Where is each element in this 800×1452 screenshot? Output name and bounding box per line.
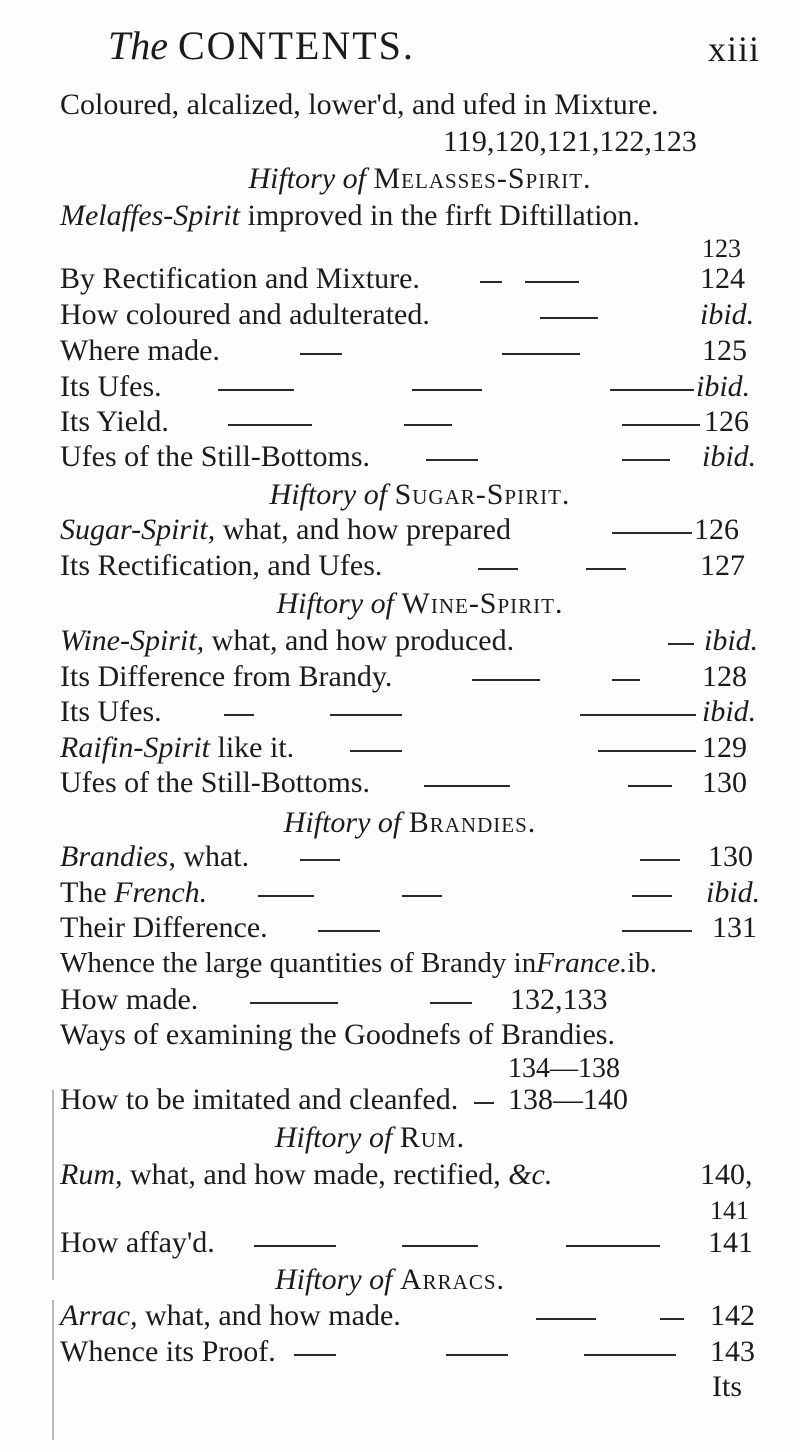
entry-ways-examining: Ways of examining the Goodnefs of Brandies.: [60, 1018, 615, 1051]
running-head-title: CONTENTS.: [178, 23, 415, 68]
entry-sugar-rectification-page: 127: [700, 549, 745, 582]
entry-wine-still-bottoms-page: 130: [702, 766, 747, 799]
entry-coloured-pages: 119,120,121,122,123: [443, 125, 697, 158]
entry-french: The French.: [60, 876, 208, 909]
entry-wine-ufes: Its Ufes.: [60, 695, 162, 728]
section-heading-arracs: Hiftory of Arracs.: [274, 1263, 506, 1296]
entry-rum-what-page: 140,: [700, 1158, 753, 1191]
entry-their-difference: Their Difference.: [60, 911, 268, 944]
entry-its-ufes-page: ibid.: [696, 370, 751, 403]
entry-brandies-what-page: 130: [708, 840, 753, 873]
entry-coloured-adulterated: How coloured and adulterated.: [60, 298, 430, 331]
running-head-article: The: [108, 23, 168, 68]
entry-melasses-improved-page: 123: [702, 234, 741, 263]
entry-coloured: Coloured, alcalized, lower'd, and ufed in Mixture.: [60, 88, 659, 121]
entry-rum-what: Rum, what, and how made, rectified, &c.: [60, 1158, 553, 1191]
entry-how-affayd: How affay'd.: [60, 1226, 215, 1259]
entry-whence-proof: Whence its Proof.: [60, 1335, 276, 1368]
entry-where-made-page: 125: [702, 334, 747, 367]
entry-wine-still-bottoms: Ufes of the Still-Bottoms.: [60, 766, 370, 799]
entry-raifin-spirit-page: 129: [702, 731, 747, 764]
entry-raifin-spirit: Raifin-Spirit like it.: [60, 731, 295, 764]
entry-their-difference-page: 131: [712, 911, 757, 944]
running-head: [108, 22, 415, 69]
entry-wine-spirit: Wine-Spirit, what, and how produced.: [60, 624, 515, 657]
entry-its-yield: Its Yield.: [60, 405, 169, 438]
entry-ways-examining-pages: 134—138: [508, 1053, 620, 1084]
entry-sugar-spirit: Sugar-Spirit, what, and how prepared: [60, 513, 511, 546]
entry-how-made-pages: 132,133: [510, 983, 608, 1016]
page-number: xiii: [708, 29, 761, 69]
section-heading-sugar: Hiftory of Sugar-Spirit.: [269, 478, 571, 511]
entry-coloured-adulterated-page: ibid.: [700, 298, 755, 331]
entry-how-made: How made.: [60, 983, 199, 1016]
entry-wine-ufes-page: ibid.: [702, 695, 757, 728]
entry-arrac-what: Arrac, what, and how made.: [60, 1299, 401, 1332]
entry-its-ufes: Its Ufes.: [60, 370, 162, 403]
entry-rectification-mixture: By Rectification and Mixture.: [60, 262, 420, 295]
entry-large-quantities: Whence the large quantities of Brandy inFrance.ib.: [60, 947, 658, 979]
margin-shadow: [52, 1090, 54, 1280]
entry-wine-spirit-page: ibid.: [704, 624, 759, 657]
entry-where-made: Where made.: [60, 334, 220, 367]
section-heading-wine: Hiftory of Wine-Spirit.: [276, 587, 564, 620]
entry-french-page: ibid.: [706, 876, 761, 909]
entry-still-bottoms: Ufes of the Still-Bottoms.: [60, 440, 370, 473]
section-heading-brandies: Hiftory of Brandies.: [283, 806, 537, 839]
entry-difference-brandy-page: 128: [702, 660, 747, 693]
catchword: Its: [712, 1370, 742, 1403]
entry-imitated-cleanfed-pages: 138—140: [508, 1083, 628, 1116]
entry-sugar-rectification: Its Rectification, and Ufes.: [60, 549, 383, 582]
entry-still-bottoms-page: ibid.: [702, 440, 757, 473]
entry-rectification-mixture-page: 124: [700, 262, 745, 295]
entry-imitated-cleanfed: How to be imitated and cleanfed.: [60, 1083, 459, 1116]
entry-arrac-what-page: 142: [710, 1299, 755, 1332]
entry-brandies-what: Brandies, what.: [60, 840, 250, 873]
section-heading-melasses: Hiftory of Melasses-Spirit.: [248, 162, 592, 195]
entry-its-yield-page: 126: [704, 405, 749, 438]
entry-rum-what-page-cont: 141: [710, 1196, 749, 1225]
entry-sugar-spirit-page: 126: [694, 513, 739, 546]
entry-difference-brandy: Its Difference from Brandy.: [60, 660, 393, 693]
section-heading-rum: Hiftory of Rum.: [274, 1121, 466, 1154]
margin-shadow-lower: [52, 1300, 54, 1440]
entry-melasses-improved: Melaffes-Spirit improved in the firft Diftillation.: [60, 199, 640, 232]
entry-whence-proof-page: 143: [710, 1335, 755, 1368]
entry-how-affayd-page: 141: [708, 1226, 753, 1259]
